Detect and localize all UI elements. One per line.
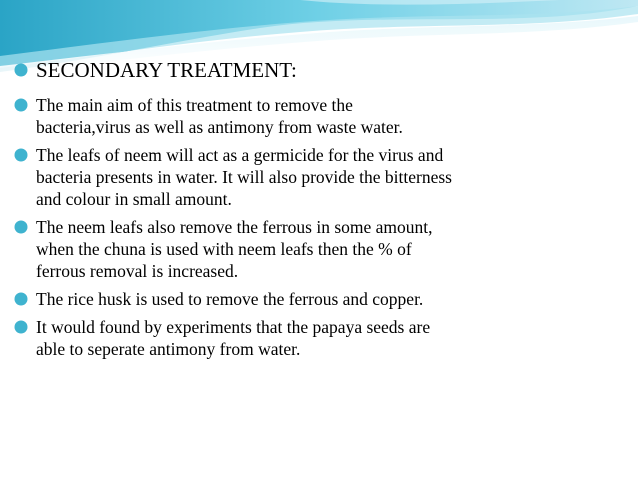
- slide-content: [14, 58, 626, 366]
- bullet-text: The main aim of this treatment to remove the bacteria,virus as well as antimony from waste water.: [36, 95, 403, 137]
- round-bullet-icon: [14, 220, 28, 234]
- round-bullet-icon: [14, 63, 28, 77]
- bullet-item: [14, 288, 626, 310]
- round-bullet-icon: [14, 292, 28, 306]
- bullet-item: [14, 94, 626, 138]
- heading-text: SECONDARY TREATMENT:: [36, 58, 297, 82]
- bullet-item: [14, 216, 626, 282]
- bullet-text: The leafs of neem will act as a germicide for the virus and bacteria presents in water. It will also provide the bitterness and colour in small amount.: [36, 145, 452, 209]
- bullet-text: It would found by experiments that the papaya seeds are able to seperate antimony from water.: [36, 317, 431, 359]
- bullet-item: [14, 144, 626, 210]
- round-bullet-icon: [14, 320, 28, 334]
- slide-heading: [14, 58, 626, 82]
- bullet-item: [14, 316, 626, 360]
- round-bullet-icon: [14, 98, 28, 112]
- bullet-text: The rice husk is used to remove the ferrous and copper.: [36, 289, 424, 309]
- round-bullet-icon: [14, 148, 28, 162]
- bullet-text: The neem leafs also remove the ferrous in some amount, when the chuna is used with neem leafs then the % of ferrous removal is increased.: [36, 217, 433, 281]
